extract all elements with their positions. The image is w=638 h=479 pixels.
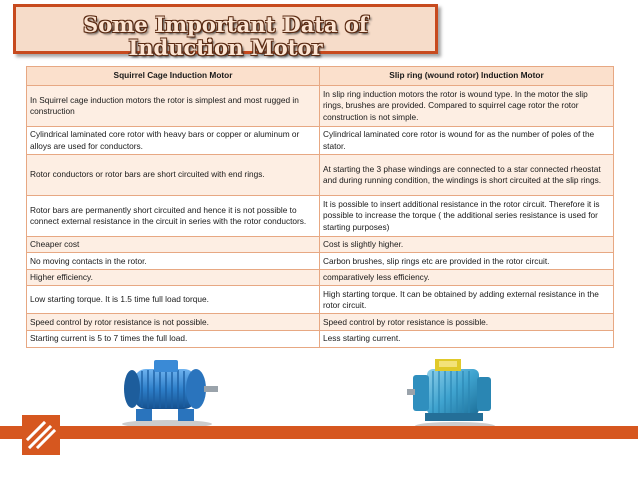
table-row (27, 127, 614, 155)
table-cell: It is possible to insert additional resistance in the rotor circuit. Therefore it is possible to increase the torque ( the additional series resistance is used for starting purposes) (320, 196, 614, 237)
table-cell: Rotor conductors or rotor bars are short circuited with end rings. (27, 155, 320, 196)
table-cell: Cylindrical laminated core rotor with heavy bars or copper or aluminum or alloys are used for conductors. (27, 127, 320, 155)
table-cell: Speed control by rotor resistance is possible. (320, 314, 614, 331)
header-slip-ring: Slip ring (wound rotor) Induction Motor (320, 67, 614, 86)
table-cell: High starting torque. It can be obtained by adding external resistance in the rotor circuit. (320, 286, 614, 314)
table-cell: comparatively less efficiency. (320, 270, 614, 286)
table-cell: Less starting current. (320, 331, 614, 347)
table-cell: In Squirrel cage induction motors the rotor is simplest and most rugged in construction (27, 86, 320, 127)
table-cell: In slip ring induction motors the rotor is wound type. In the motor the slip rings, brushes are provided. Compared to squirrel cage rotor the rotor construction is not simple. (320, 86, 614, 127)
footer-accent-bar (0, 426, 638, 439)
table-cell: Cylindrical laminated core rotor is wound for as the number of poles of the stator. (320, 127, 614, 155)
squirrel-cage-motor-image (112, 357, 222, 429)
slash-logo-icon (22, 415, 60, 455)
table-header-row (27, 67, 614, 86)
table-cell: Cheaper cost (27, 237, 320, 253)
page-title: Some Important Data of Induction Motor (83, 12, 368, 60)
table-row (27, 253, 614, 270)
table-cell: Starting current is 5 to 7 times the full load. (27, 331, 320, 347)
table-cell: No moving contacts in the rotor. (27, 253, 320, 270)
table-row (27, 237, 614, 253)
table-cell: Carbon brushes, slip rings etc are provided in the rotor circuit. (320, 253, 614, 270)
title-box (13, 4, 438, 60)
table-cell: Higher efficiency. (27, 270, 320, 286)
table-cell: Low starting torque. It is 1.5 time full load torque. (27, 286, 320, 314)
table-row (27, 155, 614, 196)
slip-ring-motor-image (405, 355, 501, 431)
table-row (27, 270, 614, 286)
table-row (27, 286, 614, 314)
table-row (27, 314, 614, 331)
table-row (27, 196, 614, 237)
header-squirrel-cage: Squirrel Cage Induction Motor (27, 67, 320, 86)
table-cell: Rotor bars are permanently short circuited and hence it is not possible to connect external resistance in the circuit in series with the rotor conductors. (27, 196, 320, 237)
motor-images (0, 352, 638, 432)
table-row (27, 86, 614, 127)
table-cell: At starting the 3 phase windings are connected to a star connected rheostat and during running condition, the windings is short circuited at the slip rings. (320, 155, 614, 196)
table-row (27, 331, 614, 347)
comparison-table (26, 66, 614, 348)
table-cell: Cost is slightly higher. (320, 237, 614, 253)
table-cell: Speed control by rotor resistance is not possible. (27, 314, 320, 331)
